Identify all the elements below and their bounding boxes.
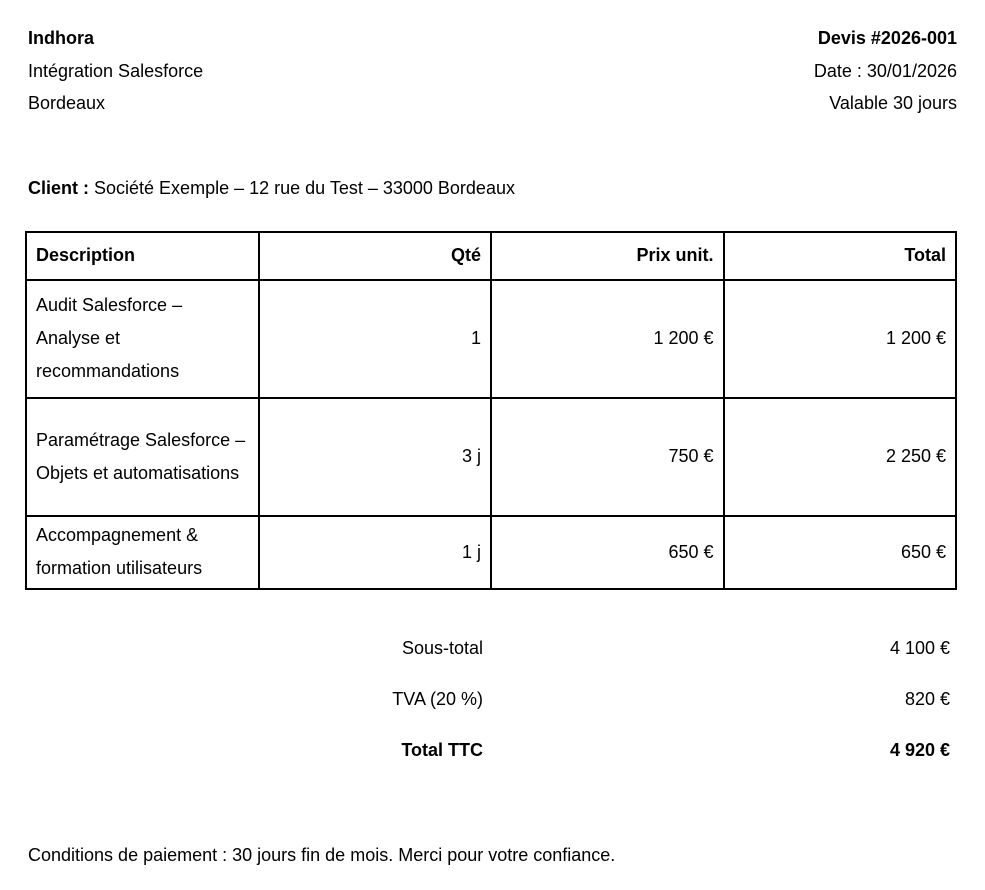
table-header-row xyxy=(26,232,956,280)
vat-row xyxy=(28,674,957,725)
subtotal-row xyxy=(28,623,957,674)
company-activity: Intégration Salesforce xyxy=(28,60,204,81)
item-unit-price: 650 € xyxy=(491,516,724,589)
grand-total-row xyxy=(28,725,957,776)
item-total: 650 € xyxy=(724,516,957,589)
item-description: Accompagnement & formation utilisateurs xyxy=(26,516,259,589)
item-total: 2 250 € xyxy=(724,398,957,516)
company-city: Bordeaux xyxy=(28,93,106,113)
item-unit-price: 1 200 € xyxy=(491,280,724,398)
grand-total-label: Total TTC xyxy=(401,739,483,760)
vat-label: TVA (20 %) xyxy=(392,688,483,709)
client-line xyxy=(28,172,957,205)
quote-meta-block xyxy=(814,22,957,120)
subtotal-value: 4 100 € xyxy=(889,637,950,658)
client-value: Société Exemple – 12 rue du Test – 33000 Bordeaux xyxy=(94,177,515,198)
item-qty: 1 xyxy=(259,280,492,398)
table-row xyxy=(26,516,956,589)
totals-section xyxy=(28,623,957,776)
grand-total-value: 4 920 € xyxy=(889,739,950,760)
item-description: Audit Salesforce – Analyse et recommandations xyxy=(26,280,259,398)
client-label: Client : xyxy=(28,177,89,198)
quote-date: Date : 30/01/2026 xyxy=(813,60,957,81)
quote-validity: Valable 30 jours xyxy=(829,93,957,113)
company-name: Indhora xyxy=(28,28,94,48)
item-qty: 3 j xyxy=(259,398,492,516)
column-header-description: Description xyxy=(26,232,259,280)
subtotal-label: Sous-total xyxy=(401,637,483,658)
column-header-unit-price: Prix unit. xyxy=(491,232,724,280)
item-description: Paramétrage Salesforce – Objets et automatisations xyxy=(26,398,259,516)
company-block xyxy=(28,22,203,120)
item-total: 1 200 € xyxy=(724,280,957,398)
table-row xyxy=(26,398,956,516)
table-row xyxy=(26,280,956,398)
items-table xyxy=(25,231,957,590)
vat-value: 820 € xyxy=(904,688,950,709)
document-header xyxy=(28,22,957,120)
item-qty: 1 j xyxy=(259,516,492,589)
item-unit-price: 750 € xyxy=(491,398,724,516)
payment-terms: Conditions de paiement : 30 jours fin de mois. Merci pour votre confiance. xyxy=(28,844,616,865)
column-header-qty: Qté xyxy=(259,232,492,280)
column-header-total: Total xyxy=(724,232,957,280)
quote-number: Devis #2026-001 xyxy=(817,28,957,48)
